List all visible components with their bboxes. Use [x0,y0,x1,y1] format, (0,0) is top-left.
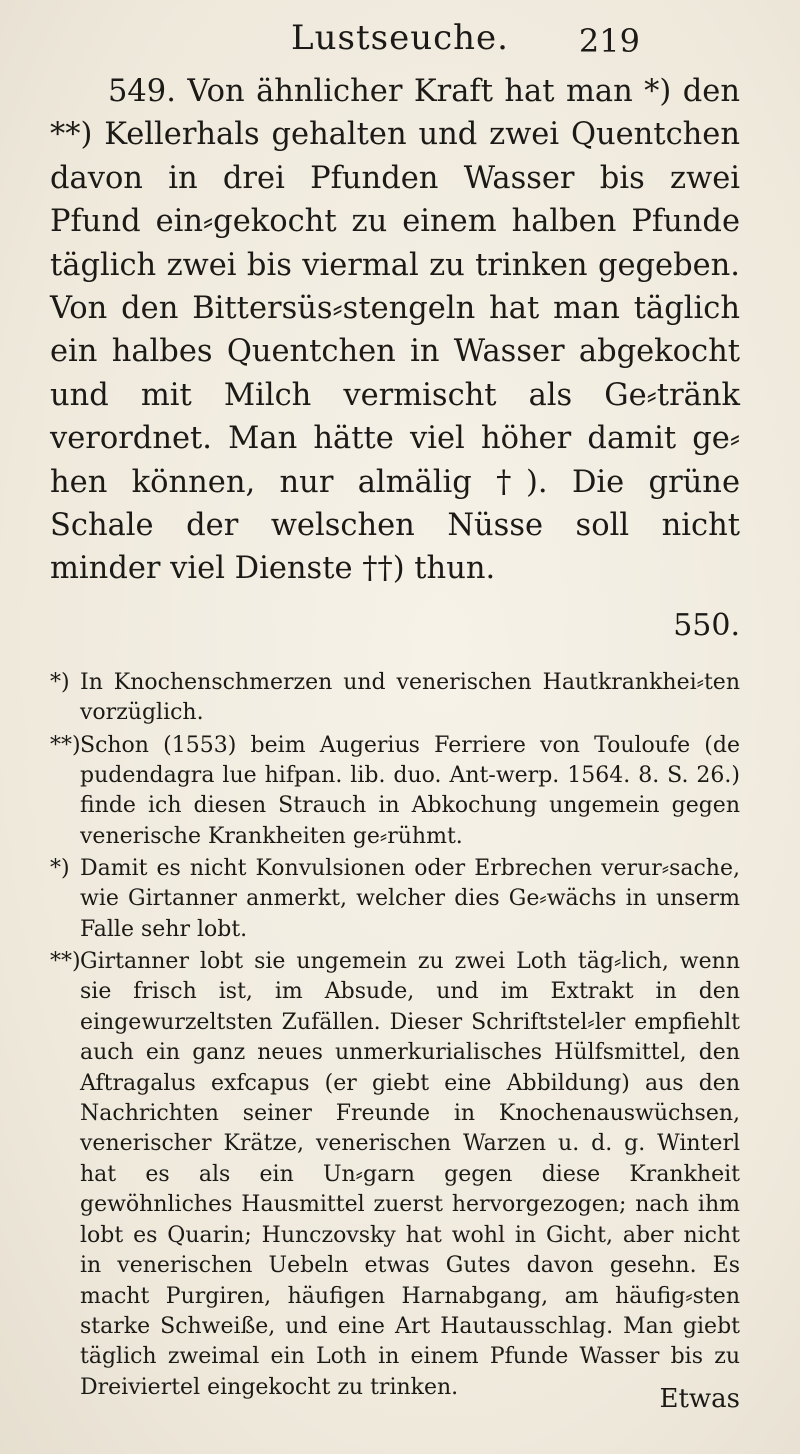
footnote-text: Girtanner lobt sie ungemein zu zwei Loth täg⸗lich, wenn sie frisch ist, im Absude, und im Extrakt in den eingewurzeltsten Zufällen. Dieser Schriftstel⸗ler empfiehlt auch ein ganz neues unmerkurialisches Hülfsmittel, den Aftragalus exfcapus (er giebt eine Abbildung) aus den Nachrichten seiner Freunde in Knochenauswüchsen, venerischer Krätze, venerischen Warzen u. d. g. Winterl hat es als ein Un⸗garn gegen diese Krankheit gewöhnliches Hausmittel zuerst hervorgezogen; nach ihm lobt es Quarin; Hunczovsky hat wohl in Gicht, aber nicht in venerischen Uebeln etwas Gutes davon gesehn. Es macht Purgiren, häufigen Harnabgang, am häufig⸗sten starke Schweiße, und eine Art Hautausschlag. Man giebt täglich zweimal ein Loth in einem Pfunde Wasser bis zu Dreiviertel eingekocht zu trinken. [80,949,740,1400]
footnote [50,731,740,853]
footnote-mark: **) [50,949,81,975]
footnote-text: Damit es nicht Konvulsionen oder Erbrechen verur⸗sache, wie Girtanner anmerkt, welcher dies Ge⸗wächs in unserm Falle sehr lobt. [80,856,740,942]
main-text [50,70,740,591]
footnote-mark: *) [50,856,70,882]
footnote [50,947,740,1403]
footnote-text: In Knochenschmerzen und venerischen Hautkrankhei⸗ten vorzüglich. [80,670,740,726]
section-catchword: 550. [673,608,740,643]
footnotes [50,668,740,1405]
footnote [50,668,740,729]
paragraph-549: 549. Von ähnlicher Kraft hat man *) den **) Kellerhals gehalten und zwei Quentchen davon in drei Pfunden Wasser bis zwei Pfund ein⸗gekocht zu einem halben Pfunde täglich zwei bis viermal zu trinken gegeben. Von den Bittersüs⸗stengeln hat man täglich ein halbes Quentchen in Wasser abgekocht und mit Milch vermischt als Ge⸗tränk verordnet. Man hätte viel höher damit ge⸗hen können, nur almälig †). Die grüne Schale der welschen Nüsse soll nicht minder viel Dienste ††) thun. [50,74,740,587]
footnote [50,854,740,945]
footnote-mark: *) [50,670,70,695]
page-catchword: Etwas [659,1384,740,1414]
footnote-mark: **) [50,732,81,758]
running-head: Lustseuche. [291,18,509,58]
footnote-text: Schon (1553) beim Augerius Ferriere von Touloufe (de pudendagra lue hifpan. lib. duo. Ant-werp. 1564. 8. S. 26.) finde ich diesen Strauch in Abkochung ungemein gegen venerische Krankheiten ge⸗rühmt. [80,732,740,849]
page-number: 219 [578,22,640,60]
page-header [0,14,800,74]
